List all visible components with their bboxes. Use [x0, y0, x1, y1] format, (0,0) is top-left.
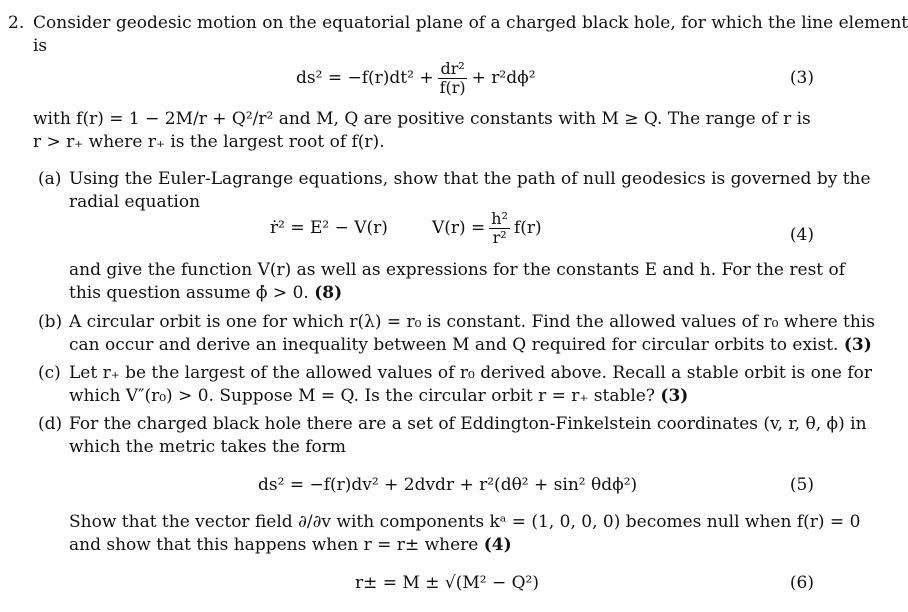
part-d-marks: (4) — [483, 535, 512, 555]
part-d-line4: and show that this happens when r = r± where — [69, 535, 479, 555]
part-b-line2-row — [69, 334, 872, 356]
intro-text-line2: is — [33, 36, 48, 56]
equation-3 — [296, 56, 536, 100]
part-d-line3: Show that the vector field ∂/∂v with components kᵃ = (1, 0, 0, 0) becomes null when f(r) = 0 — [69, 512, 861, 532]
eq4-left: ṙ² = E² − V(r) — [270, 218, 388, 238]
eq3-lhs: ds² = −f(r)dt² + — [296, 68, 434, 88]
intro-text-line1: Consider geodesic motion on the equatorial plane of a charged black hole, for which the line element — [33, 13, 908, 33]
eq4-number: (4) — [789, 225, 814, 245]
part-d-line4-row — [69, 534, 512, 556]
part-b-line1: A circular orbit is one for which r(λ) = r₀ is constant. Find the allowed values of r₀ where this — [69, 312, 875, 332]
eq3-fraction — [438, 60, 468, 97]
part-c-line1: Let r₊ be the largest of the allowed values of r₀ derived above. Recall a stable orbit is one for — [69, 363, 872, 383]
part-a-marks: (8) — [314, 283, 343, 303]
part-b-marks: (3) — [843, 335, 872, 355]
part-b-label: (b) — [38, 312, 63, 332]
eq4-f: f(r) — [513, 218, 542, 238]
eq3-rhs: + r²dϕ² — [471, 68, 536, 88]
part-b-line2: can occur and derive an inequality between M and Q required for circular orbits to exist. — [69, 335, 839, 355]
part-d-line1: For the charged black hole there are a set of Eddington-Finkelstein coordinates (v, r, θ, ϕ) in — [69, 414, 867, 434]
equation-4 — [270, 206, 542, 250]
with-text-line2: r > r₊ where r₊ is the largest root of f(r). — [33, 132, 385, 152]
with-text-line1: with f(r) = 1 − 2M/r + Q²/r² and M, Q are positive constants with M ≥ Q. The range of r is — [33, 109, 811, 129]
part-a-line3: and give the function V(r) as well as expressions for the constants E and h. For the rest of — [69, 260, 846, 280]
equation-6: r± = M ± √(M² − Q²) — [355, 573, 540, 593]
part-a-line1: Using the Euler-Lagrange equations, show that the path of null geodesics is governed by the — [69, 169, 871, 189]
equation-5: ds² = −f(r)dv² + 2dvdr + r²(dθ² + sin² θdϕ²) — [258, 475, 638, 495]
eq4-frac-num: h² — [491, 208, 508, 228]
eq4-fraction — [489, 210, 510, 247]
question-number: 2. — [8, 13, 25, 33]
part-a-label: (a) — [38, 169, 62, 189]
part-a-line4-row — [69, 282, 342, 304]
part-d-label: (d) — [38, 414, 63, 434]
eq5-number: (5) — [789, 475, 814, 495]
eq3-number: (3) — [789, 68, 814, 88]
eq3-frac-num: dr² — [440, 58, 465, 78]
part-d-line2: which the metric takes the form — [69, 437, 347, 457]
part-c-marks: (3) — [660, 386, 689, 406]
part-c-line2: which V″(r₀) > 0. Suppose M = Q. Is the circular orbit r = r₊ stable? — [69, 386, 655, 406]
part-a-line2: radial equation — [69, 192, 201, 212]
eq3-frac-den: f(r) — [439, 77, 466, 97]
eq4-v: V(r) = — [431, 218, 486, 238]
part-a-line4: this question assume ϕ̇ > 0. — [69, 283, 309, 303]
part-c-line2-row — [69, 385, 688, 407]
eq4-frac-den: r² — [492, 227, 507, 247]
part-c-label: (c) — [38, 363, 61, 383]
eq6-number: (6) — [789, 573, 814, 593]
